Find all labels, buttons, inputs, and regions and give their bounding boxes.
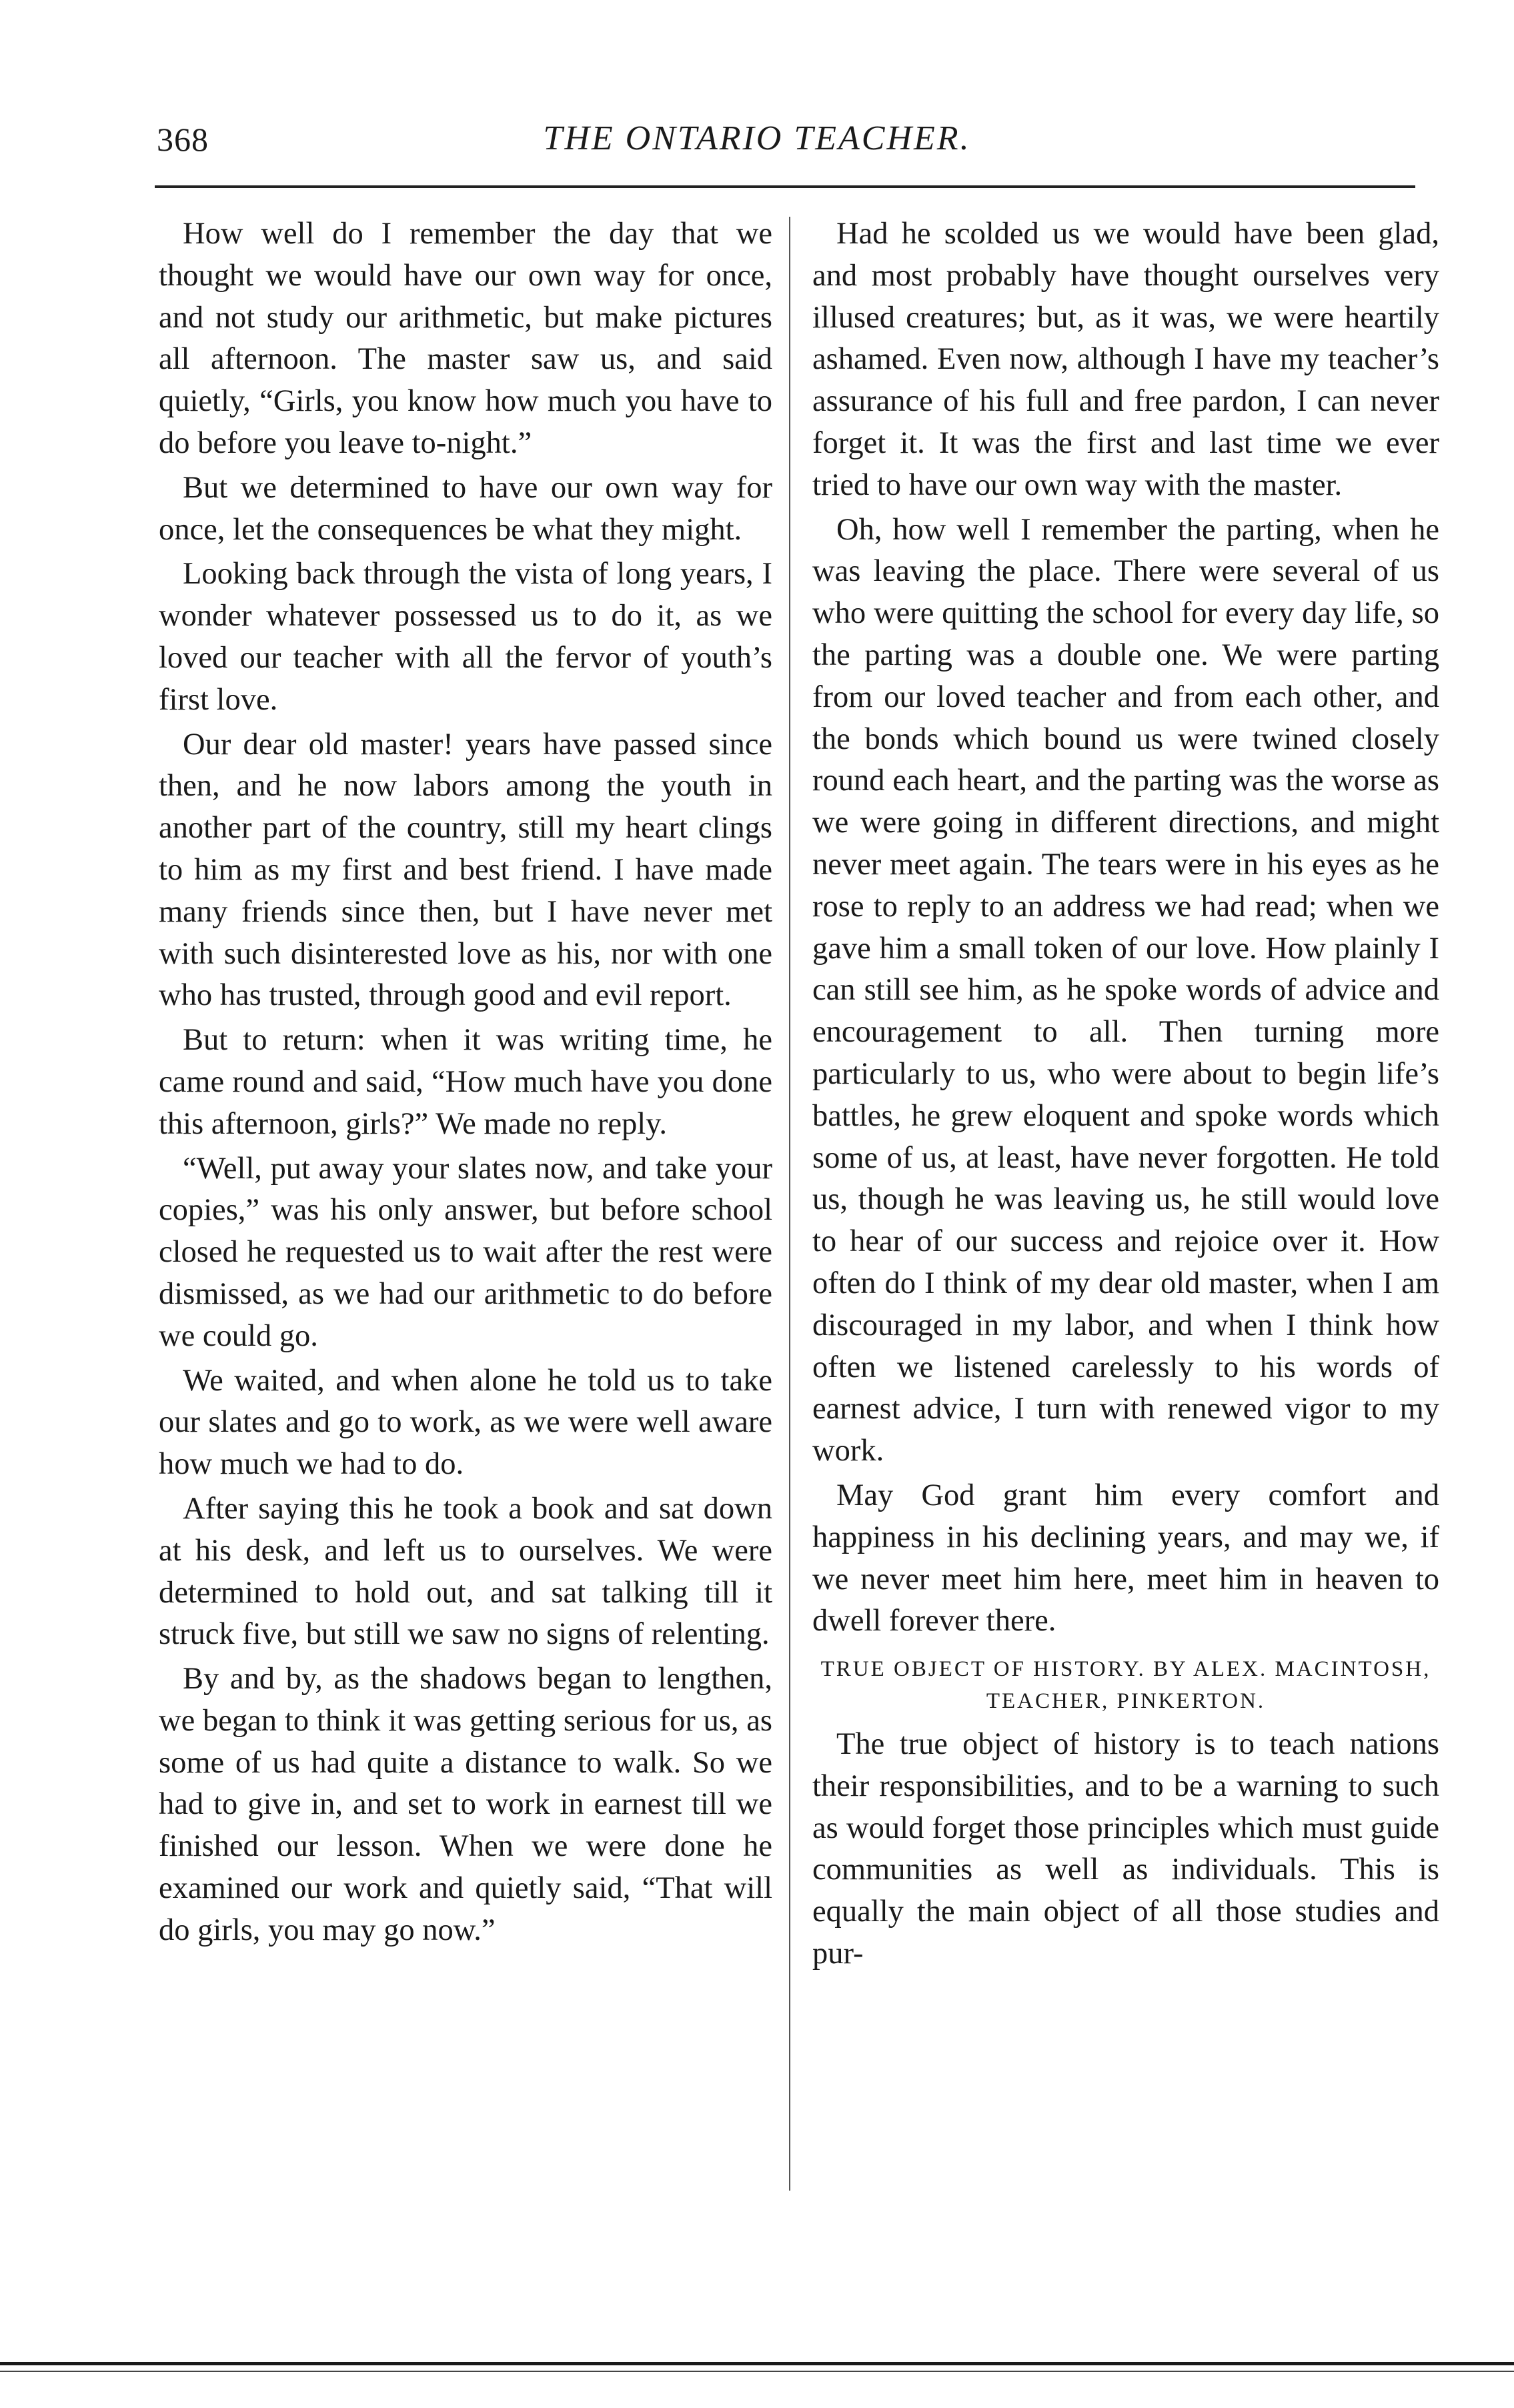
paragraph: May God grant him every comfort and happiness in his declining years, and may we, if we never meet him here, meet him in heaven to dwell forever there. bbox=[812, 1478, 1439, 1638]
paragraph: Oh, how well I remember the parting, when he was leaving the place. There were several of us who were quitting the school for every day life, so the parting was a double one. We were parting from our loved teacher and from each other, and the bonds which bound us were twined closely round each heart, and the parting was the worse as we were going in different directions, and might never meet again. The tears were in his eyes as he rose to reply to an address we had read; when we gave him a small token of our love. How plainly I can still see him, as he spoke words of advice and encouragement to all. Then turning more particularly to us, who were about to begin life’s battles, he grew eloquent and spoke words which some of us, at least, have never forgotten. He told us, though he was leaving us, he still would love to hear of our success and rejoice over it. How often do I think of my dear old master, when I am discouraged in my labor, and when I think how often we listened carelessly to his words of earnest advice, I turn with renewed vigor to my work. bbox=[812, 512, 1439, 1468]
footer-rule bbox=[0, 2362, 1514, 2365]
paragraph: But we determined to have our own way for once, let the consequences be what they might. bbox=[159, 470, 772, 547]
page-number: 368 bbox=[157, 121, 209, 158]
right-column bbox=[812, 213, 1439, 1975]
paragraph: By and by, as the shadows began to lengthen, we began to think it was getting serious for us, as some of us had quite a distance to walk. So we had to give in, and set to work in earnest till we finished our lesson. When we were done he examined our work and quietly said, “That will do girls, you may go now.” bbox=[159, 1662, 772, 1947]
paragraph: Our dear old master! years have passed since then, and he now labors among the youth in another part of the country, still my heart clings to him as my first and best friend. I have made many friends since then, but I have never met with such disinterested love as his, nor with one who has trusted, through good and evil report. bbox=[159, 727, 772, 1013]
left-column bbox=[159, 213, 772, 1952]
footer-rule-thin bbox=[0, 2371, 1514, 2372]
section-heading: TRUE OBJECT OF HISTORY. BY ALEX. MACINTOSH, TEACHER, PINKERTON. bbox=[820, 1657, 1431, 1714]
paragraph: Had he scolded us we would have been glad, and most probably have thought ourselves very illused creatures; but, as it was, we were heartily ashamed. Even now, although I have my teacher’s assurance of his full and free pardon, I can never forget it. It was the first and last time we ever tried to have our own way with the master. bbox=[812, 217, 1439, 502]
paragraph: Looking back through the vista of long years, I wonder whatever possessed us to do it, as we loved our teacher with all the fervor of youth’s first love. bbox=[159, 557, 772, 717]
paragraph: But to return: when it was writing time, he came round and said, “How much have you done this afternoon, girls?” We made no reply. bbox=[159, 1023, 772, 1141]
paragraph: “Well, put away your slates now, and take your copies,” was his only answer, but before school closed he requested us to wait after the rest were dismissed, as we had our arithmetic to do before we could go. bbox=[159, 1151, 772, 1353]
running-title: THE ONTARIO TEACHER. bbox=[543, 119, 971, 157]
paragraph: How well do I remember the day that we thought we would have our own way for once, and not study our arithmetic, but make pictures all afternoon. The master saw us, and said quietly, “Girls, you know how much you have to do before you leave to-night.” bbox=[159, 217, 772, 460]
paragraph: The true object of history is to teach nations their responsibilities, and to be a warning to such as would forget those principles which must guide communities as well as individuals. This is equally the main object of all those studies and pur- bbox=[812, 1727, 1439, 1971]
header-rule bbox=[155, 185, 1415, 188]
paragraph: After saying this he took a book and sat down at his desk, and left us to ourselves. We were determined to hold out, and sat talking till it struck five, but still we saw no signs of relenting. bbox=[159, 1491, 772, 1652]
column-divider bbox=[789, 217, 790, 2191]
paragraph: We waited, and when alone he told us to take our slates and go to work, as we were well aware how much we had to do. bbox=[159, 1363, 772, 1482]
